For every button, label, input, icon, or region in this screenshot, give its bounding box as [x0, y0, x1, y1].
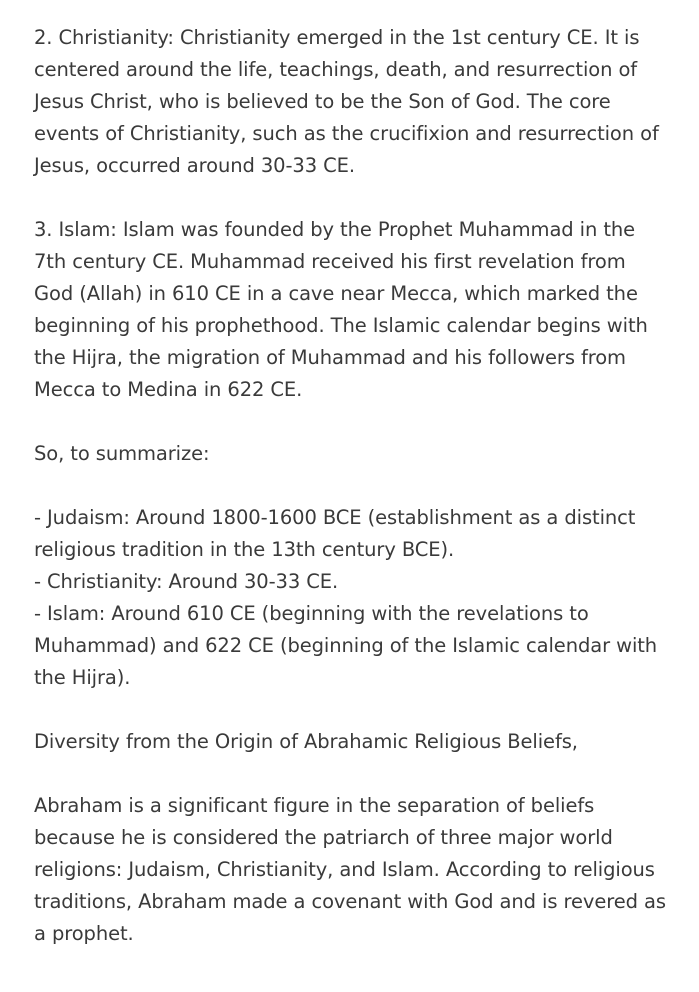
summary-item-christianity: - Christianity: Around 30-33 CE.: [34, 570, 339, 593]
summary-intro: So, to summarize:: [34, 442, 210, 465]
islam-paragraph: 3. Islam: Islam was founded by the Prophet Muhammad in the 7th century CE. Muhammad received his first revelation from God (Allah) in 610 CE in a cave near Mecca, which marked the beginning of his prophethood. The Islamic calendar begins with the Hijra, the migration of Muhammad and his followers from Mecca to Medina in 622 CE.: [34, 218, 648, 401]
christianity-paragraph: 2. Christianity: Christianity emerged in the 1st century CE. It is centered around the life, teachings, death, and resurrection of Jesus Christ, who is believed to be the Son of God. The core events of Christianity, such as the crucifixion and resurrection of Jesus, occurred around 30-33 CE.: [34, 26, 659, 177]
diversity-heading: Diversity from the Origin of Abrahamic Religious Beliefs,: [34, 730, 578, 753]
summary-item-judaism: - Judaism: Around 1800-1600 BCE (establishment as a distinct religious tradition in the 13th century BCE).: [34, 506, 636, 561]
abraham-paragraph: Abraham is a significant figure in the separation of beliefs because he is considered the patriarch of three major world religions: Judaism, Christianity, and Islam. According to religious traditions, Abraham made a covenant with God and is revered as a prophet.: [34, 794, 666, 945]
summary-list: [34, 502, 669, 694]
summary-item-islam: - Islam: Around 610 CE (beginning with the revelations to Muhammad) and 622 CE (beginning of the Islamic calendar with the Hijra).: [34, 602, 658, 689]
